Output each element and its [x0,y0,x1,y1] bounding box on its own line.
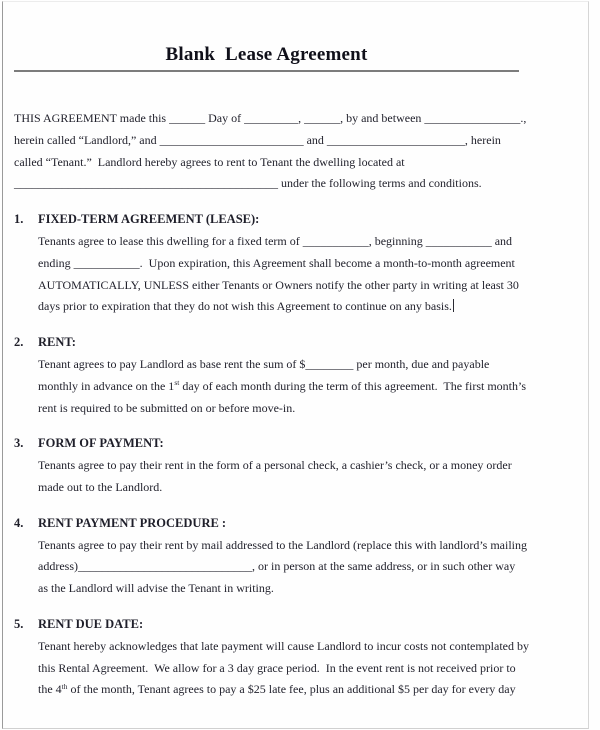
section-heading: RENT: [38,335,76,350]
section-number: 2. [14,335,24,350]
section-heading: RENT PAYMENT PROCEDURE : [38,515,227,530]
text-line: Tenants agree to pay their rent in the form of a personal check, a cashier’s check, or a money order [38,458,512,473]
text-line: made out to the Landlord. [38,479,163,494]
text-line: THIS AGREEMENT made this ______ Day of _________, ______, by and between ________________., [14,111,527,125]
superscript: st [174,378,180,388]
section-number: 5. [14,616,24,631]
text-line: ending ___________. Upon expiration, this Agreement shall become a month-to-month agreement [38,255,515,270]
section-number: 4. [14,515,24,530]
text-line: rent is required to be submitted on or before move-in. [38,400,296,415]
title-underline [14,44,519,72]
section-number: 3. [14,436,24,451]
document-page [14,0,554,701]
page-title: Blank Lease Agreement [165,44,368,65]
section-content [38,209,538,318]
text-line: Tenants agree to lease this dwelling for a fixed term of ___________, beginning ___________ and [38,233,513,248]
superscript: th [61,681,68,691]
section-content [38,433,538,498]
section-heading: RENT DUE DATE: [38,616,144,631]
section-heading: FIXED-TERM AGREEMENT (LEASE): [38,212,260,227]
section [14,614,538,701]
section [14,433,538,498]
section [14,332,538,419]
intro-paragraph [14,108,554,195]
text-line: as the Landlord will advise the Tenant in writing. [38,581,274,596]
text-line: AUTOMATICALLY, UNLESS either Tenants or Owners notify the other party in writing at least 30 [38,277,519,292]
section-number: 1. [14,212,24,227]
text-line: this Rental Agreement. We allow for a 3 day grace period. In the event rent is not received prior to [38,660,516,675]
text-line: herein called “Landlord,” and ________________________ and _______________________, herein [14,132,501,147]
section-content [38,332,538,419]
text-line: called “Tenant.” Landlord hereby agrees to rent to Tenant the dwelling located at [14,154,405,169]
text-line: the 4th of the month, Tenant agrees to pay a $25 late fee, plus an additional $5 per day for every day [38,681,516,697]
text-line: monthly in advance on the 1st day of each month during the term of this agreement. The first month’s [38,378,527,393]
section-content [38,614,538,701]
section [14,209,538,318]
text-line: ____________________________________________ under the following terms and conditions. [14,176,482,191]
section-heading: FORM OF PAYMENT: [38,436,164,451]
text-line: Tenant hereby acknowledges that late payment will cause Landlord to incur costs not contemplated by [38,638,530,653]
text-cursor [453,299,455,312]
text-line: days prior to expiration that they do not wish this Agreement to continue on any basis. [38,296,538,318]
sections-list [14,209,538,701]
text-line: address)_____________________________, or in person at the same address, or in such other way [38,559,516,574]
section-content [38,513,538,600]
section [14,513,538,600]
text-line: Tenant agrees to pay Landlord as base rent the sum of $________ per month, due and payable [38,356,490,371]
text-line: Tenants agree to pay their rent by mail addressed to the Landlord (replace this with landlord’s mailing [38,537,528,552]
